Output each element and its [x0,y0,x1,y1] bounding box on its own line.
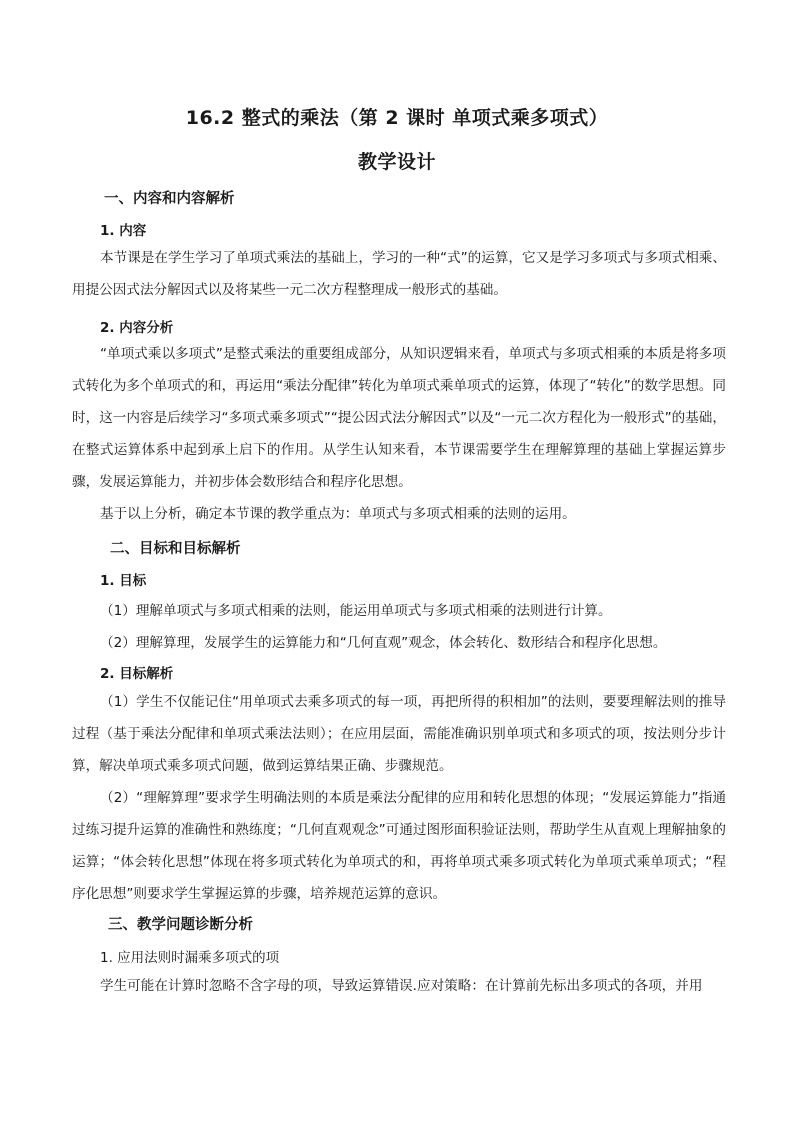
goal-item-1: （1）理解单项式与多项式相乘的法则，能运用单项式与多项式相乘的法则进行计算。 [100,603,612,619]
subheading-problem-1: 1. 应用法则时漏乘多项式的项 [100,950,280,966]
paragraph-teaching-focus: 基于以上分析，确定本节课的教学重点为：单项式与多项式相乘的法则的运用。 [100,506,576,522]
subheading-content: 1. 内容 [100,223,147,239]
document-title: 16.2 整式的乘法（第 2 课时 单项式乘多项式） [185,107,609,129]
subheading-goal-analysis: 2. 目标解析 [100,666,174,682]
paragraph-problem-1: 学生可能在计算时忽略不含字母的项，导致运算错误.应对策略：在计算前先标出多项式的各项，并用 [100,978,703,994]
paragraph-goal-analysis-2: （2）“理解算理”要求学生明确法则的本质是乘法分配律的应用和转化思想的体现；“发展运算能力”指通过练习提升运算的准确性和熟练度；“几何直观观念”可通过图形面积验证法则，帮助学生从直观上理解抽象的运算；“体会转化思想”体现在将多项式转化为单项式的和，再将单项式乘多项式转化为单项式乘单项式；“程序化思想”则要求学生掌握运算的步骤，培养规范运算的意识。 [72,790,726,902]
paragraph-content-analysis: “单项式乘以多项式”是整式乘法的重要组成部分，从知识逻辑来看，单项式与多项式相乘的本质是将多项式转化为多个单项式的和，再运用“乘法分配律”转化为单项式乘单项式的运算，体现了“转化”的数学思想。同时，这一内容是后续学习“多项式乘多项式”“提公因式法分解因式”以及“一元二次方程化为一般形式”的基础，在整式运算体系中起到承上启下的作用。从学生认知来看，本节课需要学生在理解算理的基础上掌握运算步骤，发展运算能力，并初步体会数形结合和程序化思想。 [72,346,726,490]
section-heading-1: 一、内容和内容解析 [104,191,235,207]
paragraph-goal-analysis-1: （1）学生不仅能记住“用单项式去乘多项式的每一项，再把所得的积相加”的法则，要要理解法则的推导过程（基于乘法分配律和单项式乘法法则）；在应用层面，需能准确识别单项式和多项式的项，按法则分步计算，解决单项式乘多项式问题，做到运算结果正确、步骤规范。 [72,694,726,774]
document-subtitle: 教学设计 [357,151,436,173]
section-heading-2: 二、目标和目标解析 [110,541,241,557]
paragraph-content: 本节课是在学生学习了单项式乘法的基础上，学习的一种“式”的运算，它又是学习多项式与多项式相乘、用提公因式法分解因式以及将某些一元二次方程整理成一般形式的基础。 [72,250,726,298]
section-heading-3: 三、教学问题诊断分析 [108,917,253,933]
subheading-goals: 1. 目标 [100,573,147,589]
goal-item-2: （2）理解算理，发展学生的运算能力和“几何直观”观念，体会转化、数形结合和程序化思想。 [100,635,667,651]
subheading-content-analysis: 2. 内容分析 [100,320,174,336]
